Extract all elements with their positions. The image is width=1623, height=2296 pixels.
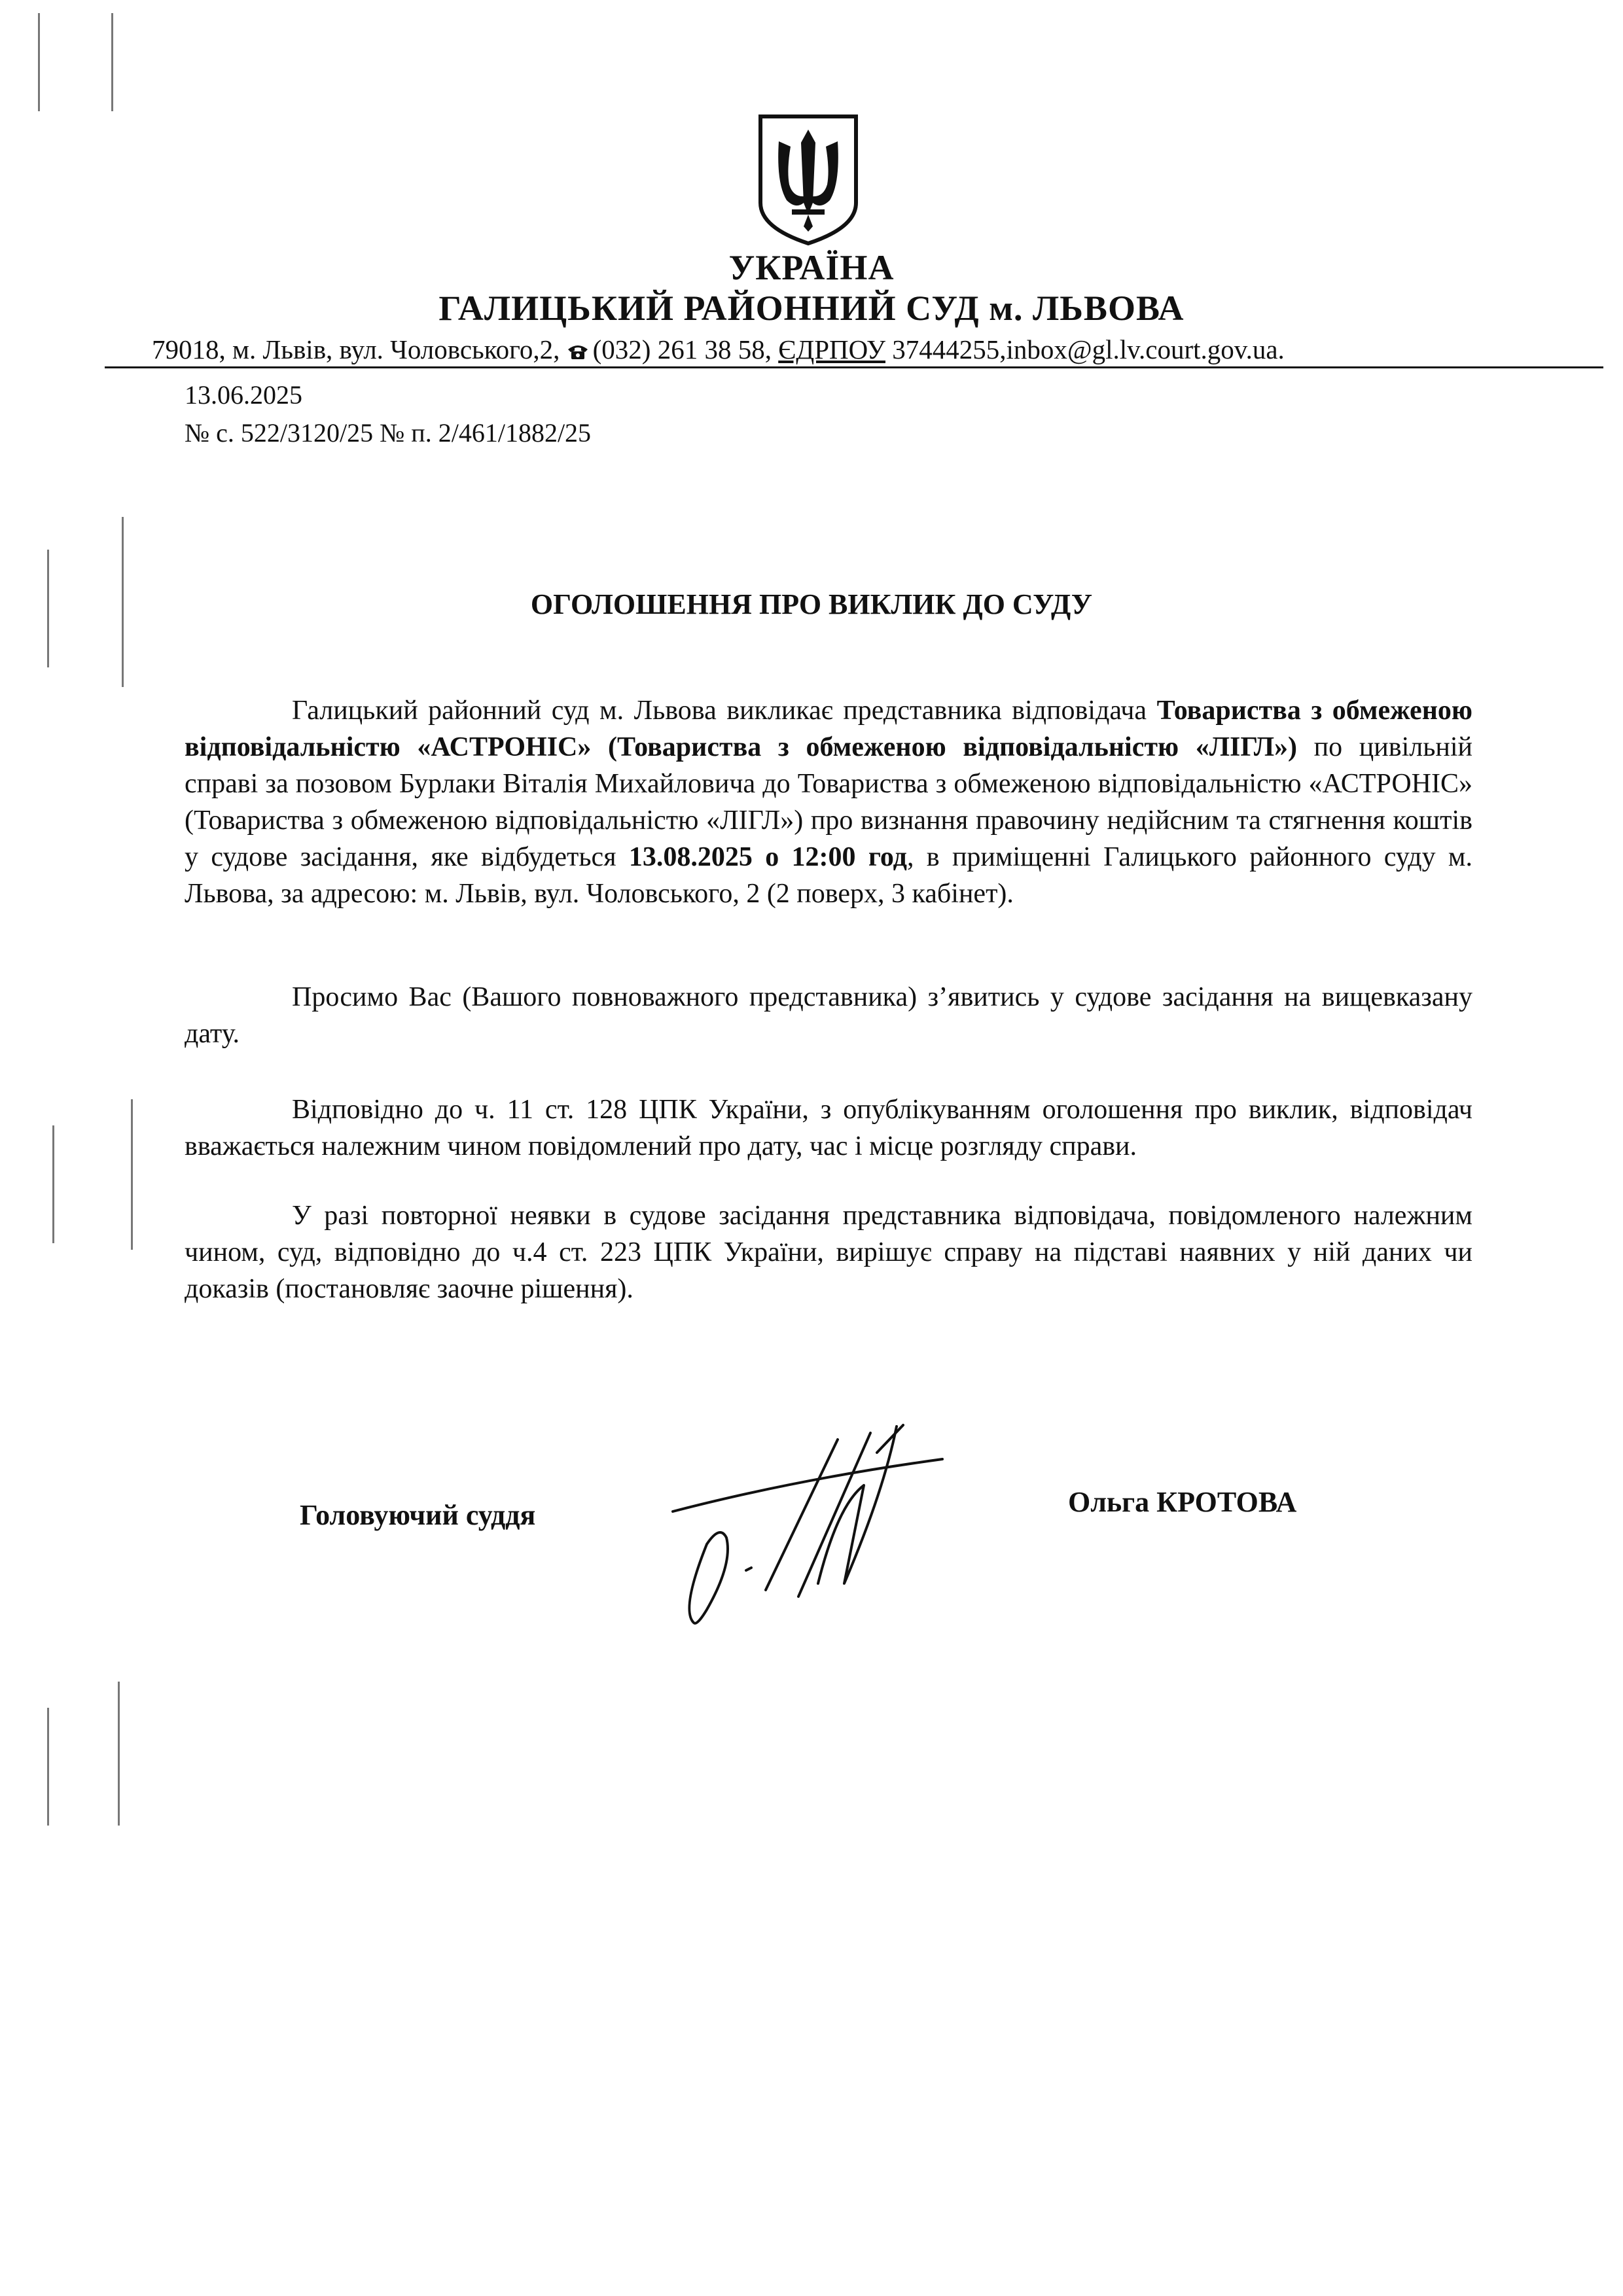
body-paragraph-absence: У разі повторної неявки в судове засідання представника відповідача, повідомленого належним чином, суд, відповідно до ч.4 ст. 223 ЦПК України, вирішує справу на підставі наявних у ній даних чи доказів (постановляє заочне рішення).	[185, 1201, 1472, 1304]
document-title: ОГОЛОШЕННЯ ПРО ВИКЛИК ДО СУДУ	[530, 588, 1093, 620]
handwritten-signature-icon	[668, 1413, 955, 1636]
case-numbers: № с. 522/3120/25 № п. 2/461/1882/25	[185, 418, 592, 448]
body-paragraph-summons	[185, 692, 1472, 912]
court-address-line	[152, 334, 1285, 365]
paragraph-text: Галицький районний суд м. Львова викликає представника відповідача	[292, 696, 1157, 726]
body-paragraph-notice: Відповідно до ч. 11 ст. 128 ЦПК України, з опублікуванням оголошення про виклик, відповідач вважається належним чином повідомлений про дату, час і місце розгляду справи.	[185, 1095, 1472, 1161]
scan-edge-mark	[52, 1125, 54, 1243]
scan-edge-mark	[111, 13, 113, 111]
paragraph-text: по цивільній справі за позовом Бурлаки Віталія Михайловича до Товариства з обмеженою відповідальністю «АСТРОНІС» (Товариства з обмеженою відповідальністю «ЛІГЛ») про визнання правочину недійсним та стягнення коштів у судове засідання, яке відбудеться	[185, 732, 1472, 872]
scan-edge-mark	[131, 1099, 133, 1250]
signer-role: Головуючий суддя	[300, 1499, 536, 1531]
paragraph-text: , в приміщенні Галицького районного суду м. Львова, за адресою: м. Львів, вул. Чоловського, 2 (2 поверх, 3 кабінет).	[185, 842, 1473, 909]
body-paragraph-request: Просимо Вас (Вашого повноважного представника) з’явитись у судове засідання на вищевказану дату.	[185, 982, 1472, 1049]
court-name: ГАЛИЦЬКИЙ РАЙОННИЙ СУД м. ЛЬВОВА	[438, 289, 1185, 328]
edrpou-and-email: 37444255,inbox@gl.lv.court.gov.ua.	[892, 334, 1285, 364]
edrpou-label: ЄДРПОУ	[778, 334, 885, 364]
header-divider	[105, 366, 1603, 368]
scan-edge-mark	[38, 13, 40, 111]
hearing-datetime: 13.08.2025 о 12:00 год	[628, 842, 907, 872]
defendant-name: Товариства з обмеженою відповідальністю «АСТРОНІС» (Товариства з обмеженою відповідальністю «ЛІГЛ»)	[185, 696, 1472, 762]
coat-of-arms-trident-icon	[753, 111, 864, 249]
phone-number: (032) 261 38 58,	[592, 334, 772, 364]
scan-edge-mark	[47, 1708, 49, 1826]
postal-address: 79018, м. Львів, вул. Чоловського,2,	[152, 334, 560, 364]
signer-name: Ольга КРОТОВА	[1068, 1486, 1297, 1518]
document-date: 13.06.2025	[185, 380, 302, 410]
country-name: УКРАЇНА	[728, 248, 895, 287]
scan-edge-mark	[118, 1682, 120, 1826]
telephone-icon	[567, 335, 589, 352]
